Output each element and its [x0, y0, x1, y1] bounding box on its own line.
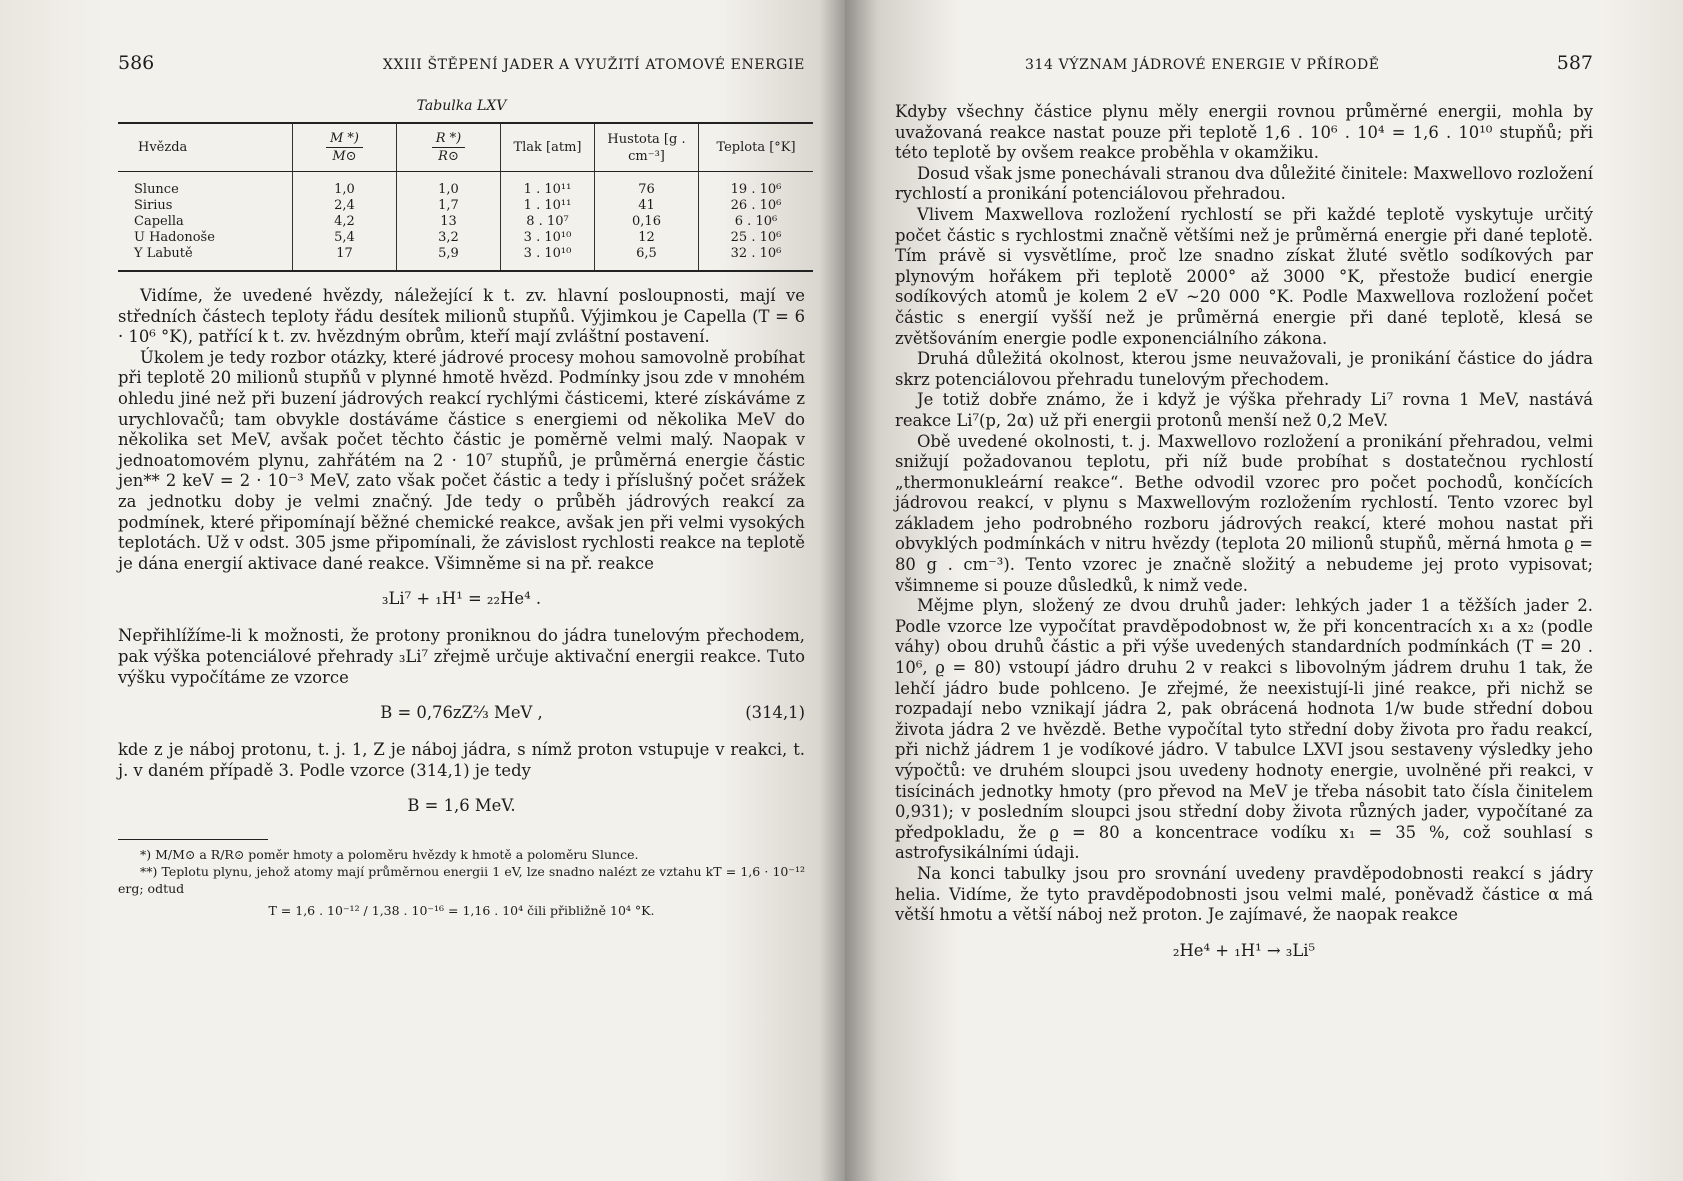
cell: Sirius [134, 198, 173, 213]
cell: 1 . 10¹¹ [501, 172, 595, 199]
paragraph: Nepřihlížíme-li k možnosti, že protony proniknou do jádra tunelovým přechodem, pak výška potenciálové přehrady ₃Li⁷ zřejmě určuje aktivační energii reakce. Tuto výšku vypočítáme ze vzorce [118, 626, 805, 687]
stars-table [118, 122, 813, 272]
cell: 0,16 [595, 214, 699, 230]
page-number-right: 587 [1556, 52, 1593, 74]
header-star: Hvězda [118, 123, 293, 172]
running-head-right [895, 52, 1593, 74]
cell: 13 [397, 214, 501, 230]
formula-body: B = 0,76zZ⅔ MeV , [380, 703, 543, 723]
table-row [118, 198, 813, 214]
footnote-formula: T = 1,6 . 10⁻¹² / 1,38 . 10⁻¹⁶ = 1,16 . 10⁴ čili přibližně 10⁴ °K. [268, 903, 655, 919]
cell: 3 . 10¹⁰ [501, 230, 595, 246]
paragraph: Úkolem je tedy rozbor otázky, které jádrové procesy mohou samovolně probíhat při teplotě 20 milionů stupňů v plynné hmotě hvězd. Podmínky jsou zde v mnohém ohledu jiné než při buzení jádrových reakcí rychlými částicemi, které získáváme z urychlovačů; tam obvykle dostáváme částice s energiemi od několika MeV do několika set MeV, avšak počet těchto částic je poměrně velmi malý. Naopak v jednoatomovém plynu, zahřátém na 2 · 10⁷ stupňů, je průměrná energie částic jen** 2 keV = 2 · 10⁻³ MeV, zato však počet částic a tedy i příslušný počet srážek za jednotku doby je velmi značný. Jde tedy o průběh jádrových reakcí za podmínek, které připomínají běžné chemické reakce, avšak jen při velmi vysokých teplotách. Už v odst. 305 jsme připomínali, že závislost rychlosti reakce na teplotě je dána energií aktivace dané reakce. Všimněme si na př. reakce [118, 347, 805, 573]
table-caption: Tabulka LXV [416, 98, 507, 114]
paragraph: Vlivem Maxwellova rozložení rychlostí se při každé teplotě vyskytuje určitý počet částic s rychlostmi značně většími než je průměrná energie při dané teplotě. Tím právě si vysvětlíme, proč lze snadno získat žluté světlo sodíkových par plynovým hořákem při teplotě 2000° až 3000 °K, přestože budicí energie sodíkových atomů je kolem 2 eV ~20 000 °K. Podle Maxwellova rozložení počet částic s energií vyšší než je průměrná energie při dané teplotě, klesá se zvětšováním energie podle exponenciálního zákona. [895, 204, 1593, 348]
cell: 32 . 10⁶ [699, 246, 814, 271]
paragraph: kde z je náboj protonu, t. j. 1, Z je náboj jádra, s nímž proton vstupuje v reakci, t. j. v daném případě 3. Podle vzorce (314,1) je tedy [118, 740, 805, 780]
cell: 1,0 [293, 172, 397, 199]
cell: 2,4 [293, 198, 397, 214]
formula: B = 1,6 MeV. [407, 796, 516, 816]
running-head-left [118, 52, 805, 74]
paragraph: Dosud však jsme ponechávali stranou dva důležité činitele: Maxwellovo rozložení rychlostí a pronikání potenciálovou přehradou. [895, 163, 1593, 204]
cell: 1,7 [397, 198, 501, 214]
cell: 8 . 10⁷ [501, 214, 595, 230]
table-row [118, 230, 813, 246]
cell: 5,9 [397, 246, 501, 271]
page-number-left: 586 [118, 52, 155, 74]
cell: 26 . 10⁶ [699, 198, 814, 214]
cell: 6 . 10⁶ [699, 214, 814, 230]
header-density: Hustota [g . cm⁻³] [595, 123, 699, 172]
cell: 76 [595, 172, 699, 199]
header-pressure: Tlak [atm] [501, 123, 595, 172]
cell: Y Labutě [134, 246, 193, 261]
footnote: **) Teplotu plynu, jehož atomy mají průměrnou energii 1 eV, lze snadno nalézt ze vztahu kT = 1,6 · 10⁻¹² erg; odtud [118, 864, 805, 897]
table-row [118, 246, 813, 271]
paragraph: Na konci tabulky jsou pro srovnání uvedeny pravděpodobnosti reakcí s jádry helia. Vidíme, že tyto pravděpodobnosti jsou velmi malé, poněvadž částice α má větší hmotu a větší náboj než proton. Je zajímavé, že naopak reakce [895, 863, 1593, 925]
paragraph: Kdyby všechny částice plynu měly energii rovnou průměrné energii, mohla by uvažovaná reakce nastat pouze při teplotě 1,6 . 10⁶ . 10⁴ = 1,6 . 10¹⁰ stupňů; při této teplotě by ovšem reakce proběhla v okamžiku. [895, 102, 1593, 163]
cell: 1 . 10¹¹ [501, 198, 595, 214]
formula-numbered [118, 702, 805, 724]
header-temperature: Teplota [°K] [699, 123, 814, 172]
paragraph: Obě uvedené okolnosti, t. j. Maxwellovo rozložení a pronikání přehradou, velmi snižují požadovanou teplotu, při níž bude probíhat s dostatečnou rychlostí „thermonukleární reakce“. Bethe odvodil vzorec pro počet pochodů, končících jádrovou reakcí, v plynu s Maxwellovým rozložením rychlostí. Tento vzorec byl základem jeho podrobného rozboru jádrových reakcí, které mohou nastat při obvyklých podmínkách v nitru hvězdy (teplota 20 milionů stupňů, měrná hmota ϱ = 80 g . cm⁻³). Tento vzorec je značně složitý a nebudeme jej proto vypisovat; všimneme si pouze důsledků, k nimž vede. [895, 431, 1593, 595]
paragraph: Vidíme, že uvedené hvězdy, náležející k t. zv. hlavní posloupnosti, mají ve středních částech teploty řádu desítek milionů stupňů. Výjimkou je Capella (T = 6 · 10⁶ °K), patřící k t. zv. hvězdným obrům, kteří mají zvláštní postavení. [118, 286, 805, 347]
cell: 5,4 [293, 230, 397, 246]
paragraph: Je totiž dobře známo, že i když je výška přehrady Li⁷ rovna 1 MeV, nastává reakce Li⁷(p, 2α) už při energii protonů menší než 0,2 MeV. [895, 390, 1593, 430]
cell: 41 [595, 198, 699, 214]
cell: 4,2 [293, 214, 397, 230]
cell: 1,0 [397, 172, 501, 199]
running-title-left: XXIII ŠTĚPENÍ JADER A VYUŽITÍ ATOMOVÉ ENERGIE [382, 57, 805, 73]
formula: ₂He⁴ + ₁H¹ → ₃Li⁵ [1172, 940, 1316, 960]
right-page [845, 0, 1683, 1181]
cell: 19 . 10⁶ [699, 172, 814, 199]
cell: 6,5 [595, 246, 699, 271]
cell: 17 [293, 246, 397, 271]
header-radius: $\frac{R *)}{R⊙}$ [397, 123, 501, 172]
running-title-right: 314 VÝZNAM JÁDROVÉ ENERGIE V PŘÍRODĚ [1025, 57, 1380, 73]
cell: 3 . 10¹⁰ [501, 246, 595, 271]
cell: Capella [134, 214, 184, 229]
formula: ₃Li⁷ + ₁H¹ = ₂₂He⁴ . [381, 589, 542, 609]
equation-number: (314,1) [745, 703, 805, 723]
cell: 12 [595, 230, 699, 246]
footnote-rule [118, 839, 268, 840]
paragraph: Druhá důležitá okolnost, kterou jsme neuvažovali, je pronikání částice do jádra skrz potenciálovou přehradu tunelovým přechodem. [895, 349, 1593, 389]
paragraph: Mějme plyn, složený ze dvou druhů jader: lehkých jader 1 a těžších jader 2. Podle vzorce lze vypočítat pravděpodobnost w, že při koncentracích x₁ a x₂ (podle váhy) obou druhů částic a při výše uvedených standardních podmínkách (T = 20 . 10⁶, ϱ = 80) vstoupí jádro druhu 2 v reakci s libovolným jádrem druhu 1 tak, že lehčí jádro bude pohlceno. Je zřejmé, že neexistují-li jiné reakce, při nichž se rozpadají nebo vznikají jádra 2, pak obrácená hodnota 1/w bude střední dobou života jádra 2 ve hvězdě. Bethe vypočítal tyto střední doby života pro řadu reakcí, při nichž jádrem 1 je vodíkové jádro. V tabulce LXVI jsou sestaveny výsledky jeho výpočtů: ve druhém sloupci jsou uvedeny hodnoty energie, uvolněné při reakci, v tisícinách jednotky hmoty (pro převod na MeV je třeba násobit tato čísla činitelem 0,931); v posledním sloupci jsou střední doby života různých jader, vypočítané za předpokladu, že ϱ = 80 a koncentrace vodíku x₁ = 35 %, což souhlasí s astrofysikálními údaji. [895, 596, 1593, 863]
cell: Slunce [134, 182, 179, 197]
header-mass: $\frac{M *)}{M⊙}$ [293, 123, 397, 172]
footnote: *) M/M⊙ a R/R⊙ poměr hmoty a poloměru hvězdy k hmotě a poloměru Slunce. [140, 847, 639, 863]
table-row [118, 172, 813, 199]
table-header-row [118, 123, 813, 172]
table-row [118, 214, 813, 230]
cell: U Hadonoše [134, 230, 215, 245]
cell: 25 . 10⁶ [699, 230, 814, 246]
cell: 3,2 [397, 230, 501, 246]
